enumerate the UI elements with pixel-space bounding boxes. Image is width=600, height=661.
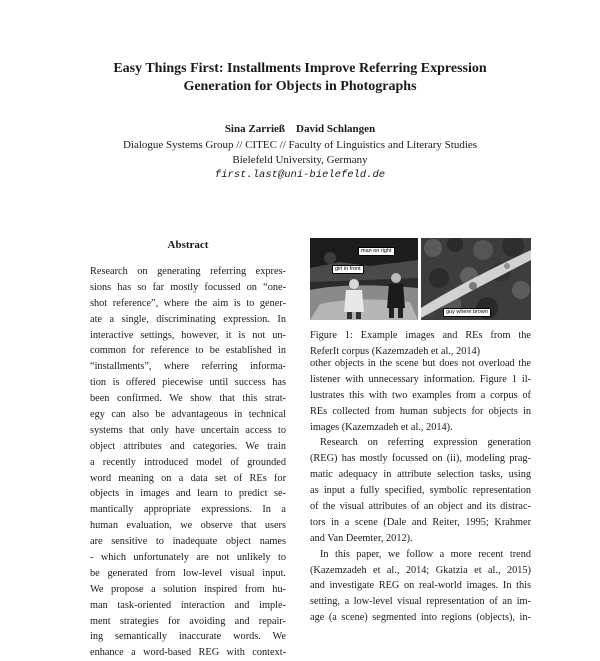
example-photo-aerial	[421, 238, 531, 320]
text-line: “installments”, where referring informa-	[90, 361, 286, 373]
text-line: We propose a solution inspired from hu-	[90, 583, 286, 595]
example-photo-people	[310, 238, 418, 320]
text-line: a recently introduced model of grounded	[90, 456, 286, 468]
text-line: are sensitive to inadequate object names	[90, 536, 286, 548]
text-line: mantically appropriate expressions. In a	[90, 504, 286, 516]
text-line: age (a scene) segmented into regions (objects), in-	[310, 612, 531, 624]
text-line: and Van Deemter, 2012).	[310, 532, 413, 544]
text-line: tion is offered piecewise until success has	[90, 377, 286, 389]
abstract-body	[90, 264, 286, 661]
affiliation	[0, 138, 600, 183]
text-line: REs collected from human subjects for objects in	[310, 405, 531, 417]
text-line: as input a fully specified, symbolic representation	[310, 485, 531, 497]
caption-line: ReferIt corpus (Kazemzadeh et al., 2014)	[310, 345, 481, 357]
text-line: and investigate REG on real-world images. In this	[310, 580, 531, 592]
text-line: listener with unnecessary information. Figure 1 il-	[310, 373, 531, 385]
text-line: ing semantically inaccurate words. We	[90, 631, 286, 643]
text-line: of the visual attributes of an object and its distrac-	[310, 501, 531, 513]
re-label-man-on-right: man on right	[358, 247, 395, 256]
affiliation-line: Dialogue Systems Group // CITEC // Faculty of Linguistics and Literary Studies	[122, 139, 478, 151]
text-line: (Kazemzadeh et al., 2014; Gkatzia et al., 2015)	[310, 564, 531, 576]
text-line: - which unfortunately are not unlikely to	[90, 552, 286, 564]
text-line: Research on generating referring expres-	[90, 266, 286, 277]
figure-1	[310, 238, 531, 320]
text-line: objects in images and learn to predict se-	[90, 488, 286, 500]
re-label-girl-in-front: girl in front	[332, 265, 364, 274]
title-line: Easy Things First: Installments Improve Referring Expression	[113, 61, 487, 76]
text-line: be generated from low-level visual input.	[90, 567, 286, 579]
text-line: object attributes and categories. We train	[90, 440, 286, 452]
text-line: human evaluation, we observe that users	[90, 520, 286, 532]
abstract-heading: Abstract	[167, 239, 209, 251]
text-line: matic adequacy in attribute selection tasks, using	[310, 469, 531, 481]
text-line: setting, a low-level visual representation of an im-	[310, 596, 531, 608]
figure-caption	[310, 328, 531, 360]
text-line: interactive settings, however, it is not un-	[90, 329, 286, 341]
text-line: images (Kazemzadeh et al., 2014).	[310, 421, 453, 433]
text-line: enhance a word-based REG with context-	[90, 647, 286, 659]
text-line: shot reference”, where the aim is to gener-	[90, 297, 286, 309]
author-names: Sina Zarrieß David Schlangen	[224, 123, 376, 135]
affiliation-line: Bielefeld University, Germany	[232, 154, 368, 166]
text-line: common for reference to be established in	[90, 345, 286, 357]
text-line: man task-oriented interaction and imple-	[90, 599, 286, 611]
re-label-guy-where-brown: guy where brown	[443, 308, 491, 317]
text-line: (REG) has mostly focussed on (ii), modeling prag-	[310, 453, 531, 465]
text-line: lustrates this with two examples from a corpus of	[310, 389, 531, 401]
caption-line: Figure 1: Example images and REs from the	[310, 330, 531, 341]
text-line: systems that only have uncertain access to	[90, 424, 286, 436]
title-line: Generation for Objects in Photographs	[183, 79, 417, 94]
text-line: Research on referring expression generation	[320, 437, 531, 449]
text-line: In this paper, we follow a more recent trend	[320, 548, 531, 560]
text-line: tors in a scene (Dale and Reiter, 1995; Krahmer	[310, 516, 531, 528]
text-line: other objects in the scene but does not overload the	[310, 358, 531, 369]
text-line: been confirmed. We show that this strat-	[90, 393, 286, 405]
text-line: word meaning on a data set of REs for	[90, 472, 286, 484]
text-line: egy can also be advantageous in technical	[90, 409, 286, 421]
text-line: ate a single, discriminating expression. In	[90, 313, 286, 325]
body-text	[310, 356, 531, 626]
text-line: ment strategies for avoiding and repair-	[90, 615, 286, 627]
paper-title	[0, 60, 600, 96]
text-line: sions has so far mostly focussed on “one-	[90, 281, 286, 293]
author-email: first.last@uni-bielefeld.de	[214, 169, 386, 181]
